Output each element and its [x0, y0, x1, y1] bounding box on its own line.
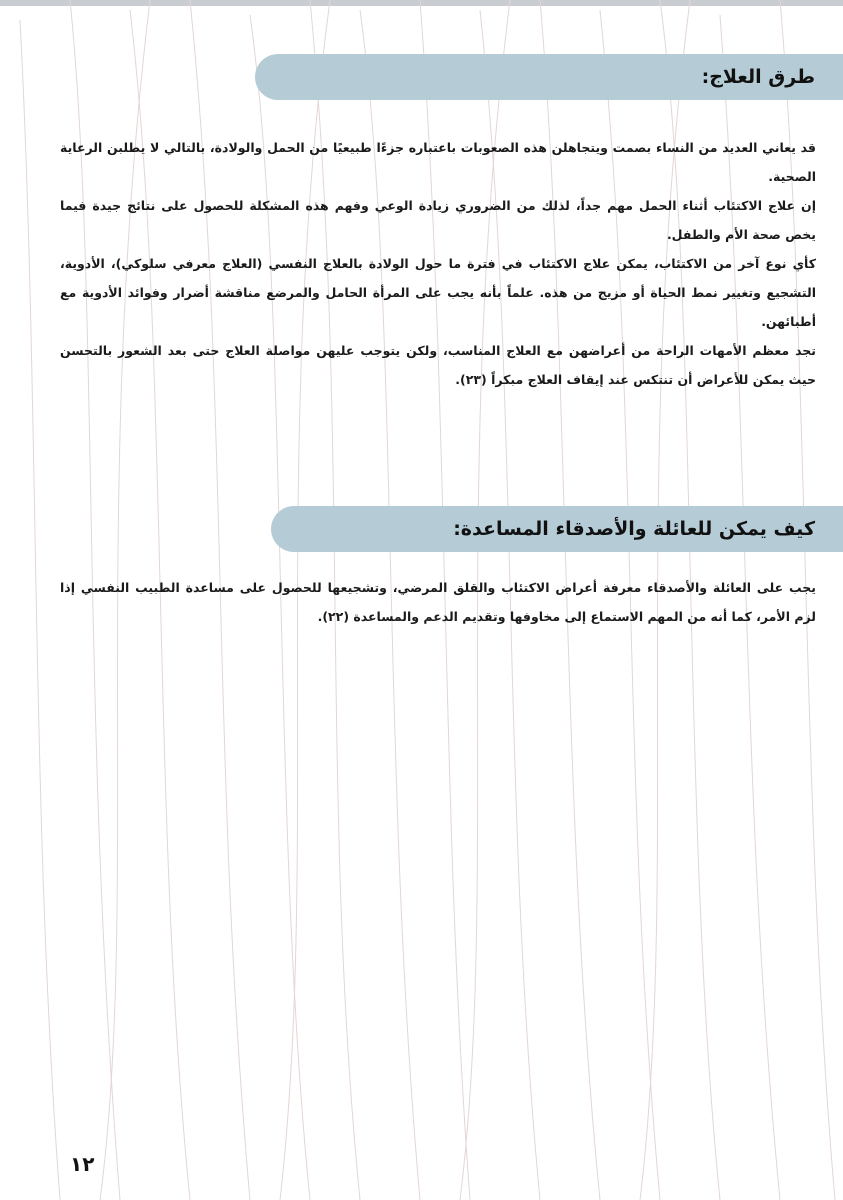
page-number: ١٢: [70, 1152, 95, 1176]
treatment-paragraph: إن علاج الاكتئاب أثناء الحمل مهم جداً، لذلك من الضروري زيادة الوعي وفهم هذه المشكلة للحصول على نتائج جيدة فيما يخص صحة الأم والطفل.: [60, 198, 816, 242]
family-paragraph: يجب على العائلة والأصدقاء معرفة أعراض الاكتئاب والقلق المرضي، وتشجيعها للحصول على مساعدة الطبيب النفسي إذا لزم الأمر، كما أنه من المهم الاستماع إلى مخاوفها وتقديم الدعم والمساعدة (٢٢).: [60, 580, 816, 624]
treatment-body: [60, 133, 816, 394]
treatment-section-header: [255, 54, 843, 100]
family-section-header: [271, 506, 843, 552]
treatment-paragraph: كأي نوع آخر من الاكتئاب، يمكن علاج الاكتئاب في فترة ما حول الولادة بالعلاج النفسي (العلاج معرفي سلوكي)، الأدوية، التشجيع وتغيير نمط الحياة أو مزيج من هذه. علماً بأنه يجب على المرأة الحامل والمرضع مناقشة أضرار وفوائد الأدوية مع أطبائهن.: [60, 256, 816, 329]
family-body: [60, 573, 816, 631]
treatment-heading: طرق العلاج:: [701, 66, 815, 88]
treatment-paragraph: قد يعاني العديد من النساء بصمت ويتجاهلن هذه الصعوبات باعتباره جزءًا طبيعيًا من الحمل والولادة، بالتالي لا يطلبن الرعاية الصحية.: [60, 140, 816, 184]
family-heading: كيف يمكن للعائلة والأصدقاء المساعدة:: [453, 518, 815, 540]
treatment-paragraph: تجد معظم الأمهات الراحة من أعراضهن مع العلاج المناسب، ولكن يتوجب عليهن مواصلة العلاج حتى بعد الشعور بالتحسن حيث يمكن للأعراض أن تنتكس عند إيقاف العلاج مبكراً (٢٣).: [60, 343, 816, 387]
